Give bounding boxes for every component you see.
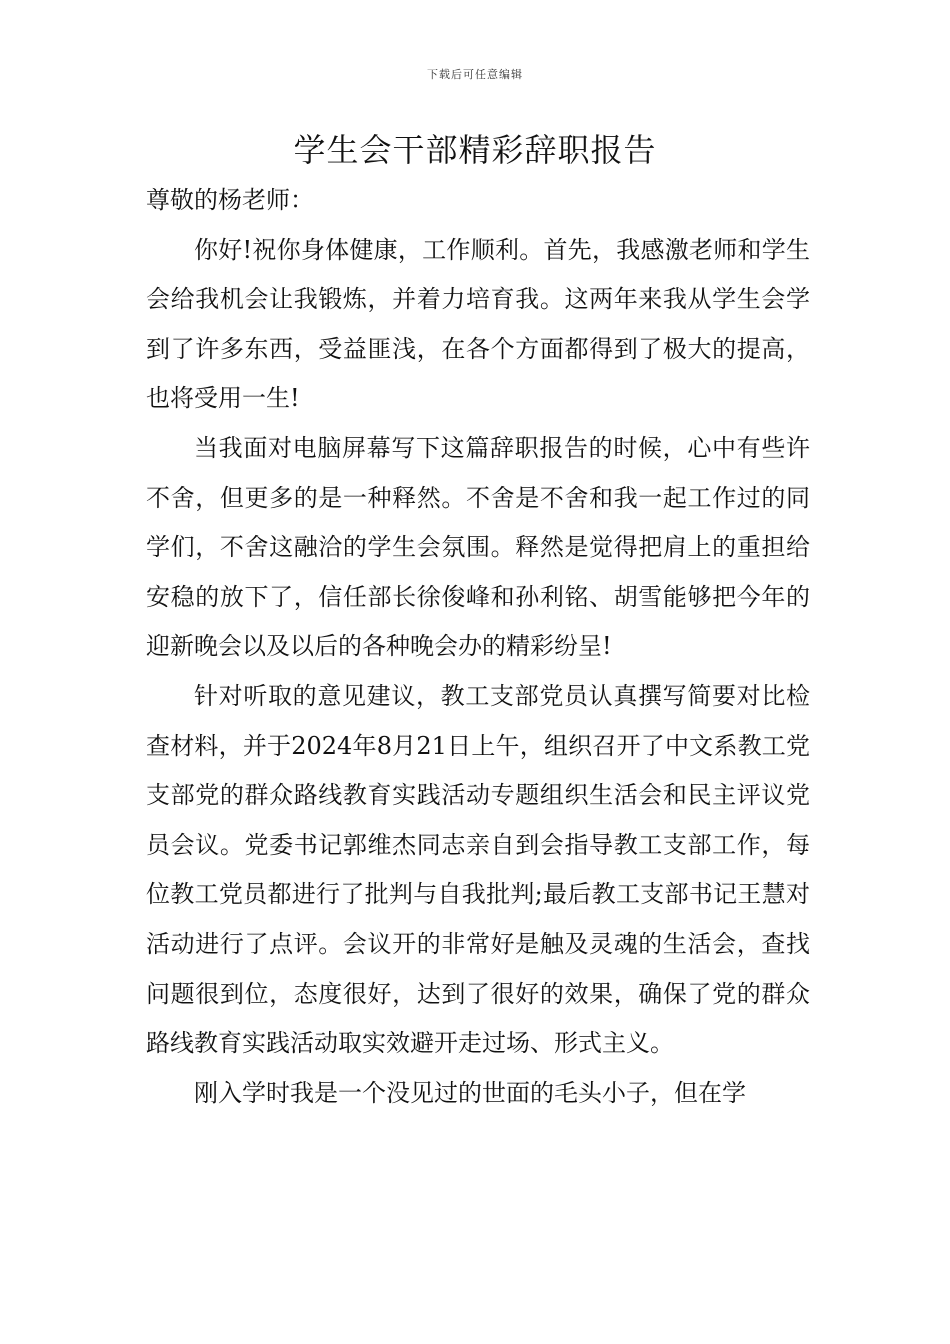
document-title: 学生会干部精彩辞职报告 [293,131,657,169]
paragraph-enrollment: 刚入学时我是一个没见过的世面的毛头小子，但在学 [194,1078,746,1107]
header-note: 下载后可任意编辑 [427,68,523,81]
document-body [146,176,810,1118]
salutation: 尊敬的杨老师： [146,186,314,214]
paragraph-greeting: 你好!祝你身体健康，工作顺利。首先，我感激老师和学生会给我机会让我锻炼，并着力培育我。这两年来我从学生会学到了许多东西，受益匪浅，在各个方面都得到了极大的提高，也将受用一生! [146,235,810,413]
paragraph-party-meeting: 针对听取的意见建议，教工支部党员认真撰写简要对比检查材料，并于2024年8月21日上午，组织召开了中文系教工党支部党的群众路线教育实践活动专题组织生活会和民主评议党员会议。党委书记郭维杰同志亲自到会指导教工支部工作，每位教工党员都进行了批判与自我批判;最后教工支部书记王慧对活动进行了点评。会议开的非常好是触及灵魂的生活会，查找问题很到位，态度很好，达到了很好的效果，确保了党的群众路线教育实践活动取实效避开走过场、形式主义。 [146,681,810,1058]
paragraph-resignation-feelings: 当我面对电脑屏幕写下这篇辞职报告的时候，心中有些许不舍，但更多的是一种释然。不舍是不舍和我一起工作过的同学们，不舍这融洽的学生会氛围。释然是觉得把肩上的重担给安稳的放下了，信任部长徐俊峰和孙利铭、胡雪能够把今年的迎新晚会以及以后的各种晚会办的精彩纷呈! [146,433,810,661]
